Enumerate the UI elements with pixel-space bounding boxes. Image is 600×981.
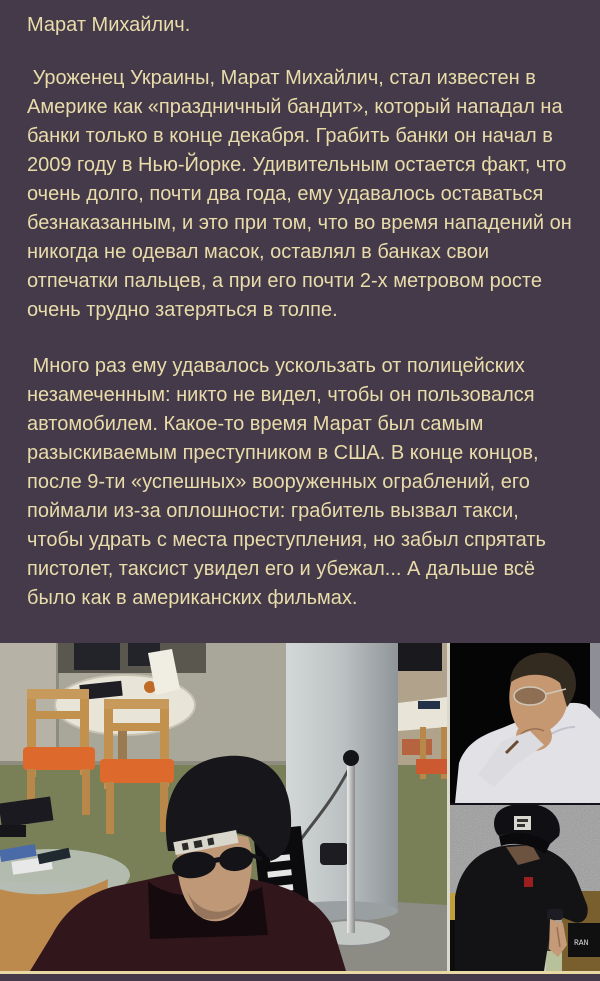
paragraph-capture-story: Много раз ему удавалось ускользать от полицейских незамеченным: никто не видел, чтобы он пользовался автомобилем. Какое-то время Марат был самым разыскиваемым преступником в США. В конце концов, после 9-ти «успешных» вооруженных ограблений, его поймали из-за оплошности: грабитель вызвал такси, чтобы удрать с места преступления, но забыл спрятать пистолет, таксист увидел его и убежал... А дальше всё было как в американских фильмах.: [27, 355, 552, 609]
stanchion-pole: [347, 763, 355, 933]
paragraph-biography: Уроженец Украины, Марат Михайлич, стал известен в Америке как «праздничный бандит», который нападал на банки только в конце декабря. Грабить банки он начал в 2009 году в Нью-Йорке. Удивительным остается факт, что очень долго, почти два года, ему удавалось оставаться безнаказанным, и это при том, что во время нападений он никогда не одевал масок, оставлял в банках свои отпечатки пальцев, а при его почти 2-х метровом росте очень трудно затеряться в толпе.: [27, 67, 578, 321]
counter-text-right: RAN: [574, 939, 589, 948]
photo-collage: [0, 643, 600, 971]
page-title: Марат Михайлич.: [27, 14, 191, 36]
cap-logo-patch: [514, 816, 531, 830]
dark-equipment: [398, 643, 442, 671]
bottom-border-line: [0, 971, 600, 974]
photo-right-column: [450, 643, 600, 971]
wall-fixture: [320, 843, 348, 865]
computer-monitor: [74, 643, 120, 670]
photo-counter-surveillance: [450, 805, 600, 971]
photo-portrait-man-white-shirt: [450, 643, 600, 803]
photo-bank-lobby-surveillance: [0, 643, 447, 971]
wristwatch: [547, 909, 563, 920]
stanchion-top: [343, 750, 359, 766]
jacket-logo: [524, 877, 533, 887]
